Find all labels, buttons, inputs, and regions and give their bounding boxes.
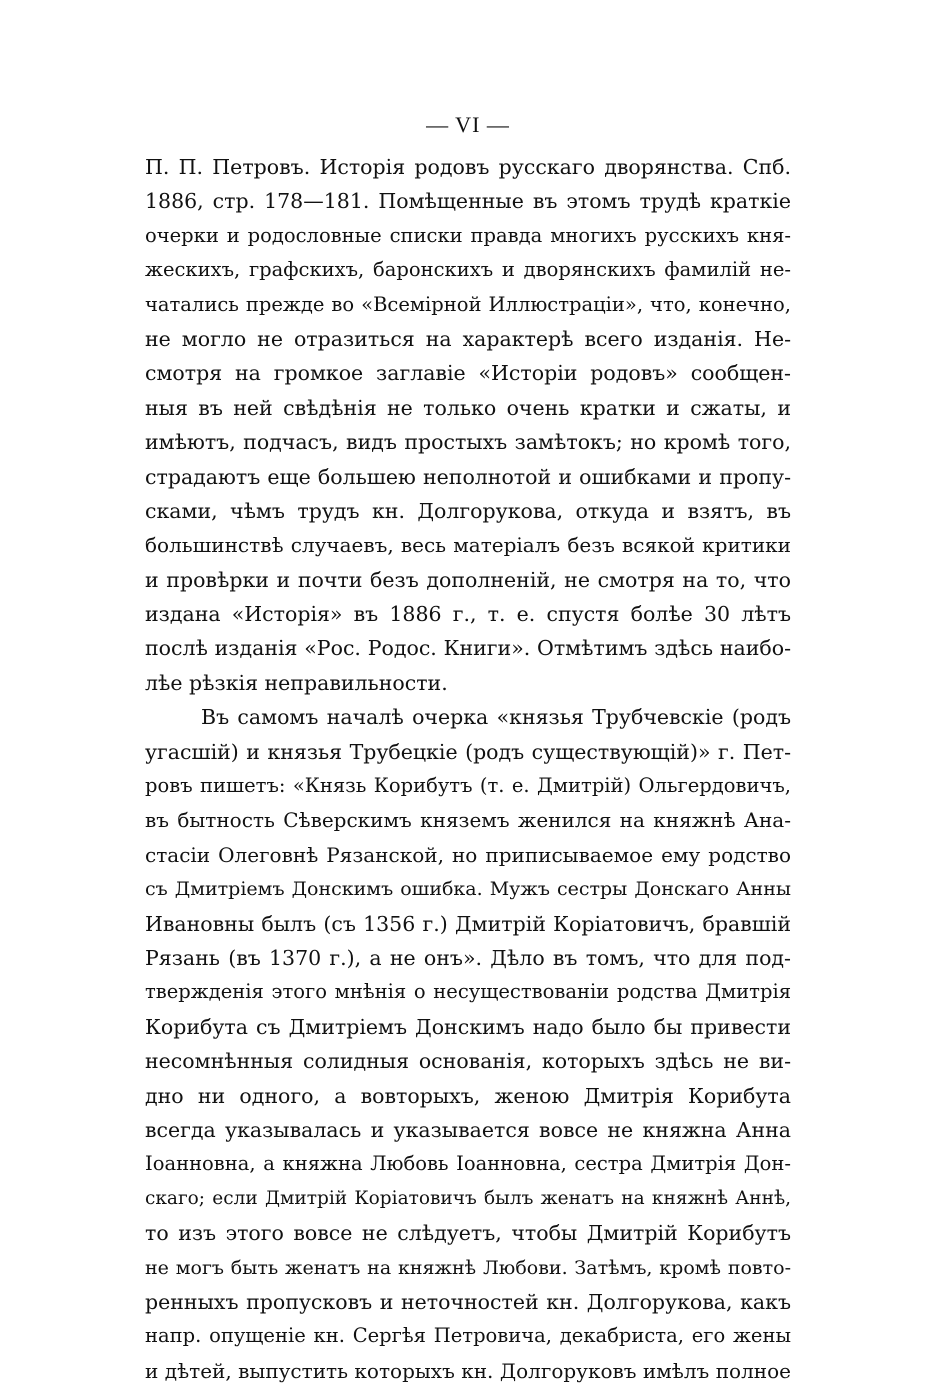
text-line: твержденія этого мнѣнія о несуществованіи родства Дмитрія [145, 980, 791, 1004]
text-line: то изъ этого вовсе не слѣдуетъ, чтобы Дмитрій Корибутъ [145, 1221, 791, 1246]
text-line: очерки и родословные списки правда многихъ русскихъ кня- [145, 223, 791, 247]
text-line: издана «Исторія» въ 1886 г., т. е. спустя болѣе 30 лѣтъ [145, 602, 791, 627]
body-text [145, 150, 791, 1388]
text-line: напр. опущеніе кн. Сергѣя Петровича, декабриста, его жены [145, 1324, 791, 1348]
text-line: Корибута съ Дмитріемъ Донскимъ надо было бы привести [145, 1014, 791, 1039]
text-line: чатались прежде во «Всемірной Иллюстраціи», что, конечно, [145, 292, 791, 316]
text-line: 1886, стр. 178—181. Помѣщенные въ этомъ трудѣ краткіе [145, 189, 791, 214]
text-line: дно ни одного, а вовторыхъ, женою Дмитрія Корибута [145, 1083, 791, 1108]
text-line: ровъ пишетъ: «Князь Корибутъ (т. е. Дмитрій) Ольгердовичъ, [145, 774, 791, 798]
text-line: Рязань (въ 1370 г.), а не онъ». Дѣло въ томъ, что для под- [145, 945, 791, 970]
text-line: ренныхъ пропусковъ и неточностей кн. Долгорукова, какъ [145, 1289, 791, 1314]
text-line: имѣютъ, подчасъ, видъ простыхъ замѣтокъ; но кромѣ того, [145, 430, 791, 455]
page-number: — VI — [426, 112, 510, 137]
text-line: большинствѣ случаевъ, весь матеріалъ безъ всякой критики [145, 533, 791, 558]
text-line: стасіи Олеговнѣ Рязанской, но приписываемое ему родство [145, 842, 791, 867]
text-line: всегда указывалась и указывается вовсе не княжна Анна [145, 1117, 791, 1142]
text-line: и дѣтей, выпустить которыхъ кн. Долгоруковъ имѣлъ полное [145, 1358, 791, 1383]
text-line: Іоанновна, а княжна Любовь Іоанновна, сестра Дмитрія Дон- [145, 1152, 791, 1176]
text-line: не могло не отразиться на характерѣ всего изданія. Не- [145, 326, 791, 351]
text-line: не могъ быть женатъ на княжнѣ Любови. Затѣмъ, кромѣ повто- [145, 1256, 791, 1279]
text-line: и провѣрки и почти безъ дополненій, не смотря на то, что [145, 567, 791, 592]
text-line: П. П. Петровъ. Исторія родовъ русскаго дворянства. Спб. [145, 155, 791, 179]
text-line: страдаютъ еще большею неполнотой и ошибками и пропу- [145, 464, 791, 489]
text-line: Ивановны былъ (съ 1356 г.) Дмитрій Коріатовичъ, бравшій [145, 911, 791, 936]
text-line: лѣе рѣзкія неправильности. [145, 670, 448, 695]
text-line: жескихъ, графскихъ, баронскихъ и дворянскихъ фамилій не- [145, 258, 791, 282]
text-line: въ бытность Сѣверскимъ княземъ женился на княжнѣ Ана- [145, 808, 791, 833]
text-line: несомнѣнныя солидныя основанія, которыхъ здѣсь не ви- [145, 1049, 791, 1074]
text-line: съ Дмитріемъ Донскимъ ошибка. Мужъ сестры Донскаго Анны [145, 878, 791, 901]
text-line: сками, чѣмъ трудъ кн. Долгорукова, откуда и взятъ, въ [145, 498, 791, 523]
text-line: послѣ изданія «Рос. Родос. Книги». Отмѣтимъ здѣсь наибо- [145, 636, 791, 661]
text-line: ныя въ ней свѣдѣнія не только очень кратки и сжаты, и [145, 395, 791, 420]
text-line: Въ самомъ началѣ очерка «князья Трубчевскіе (родъ [201, 705, 791, 730]
text-line: смотря на громкое заглавіе «Исторіи родовъ» сообщен- [145, 361, 791, 386]
text-line: скаго; если Дмитрій Коріатовичъ былъ женатъ на княжнѣ Аннѣ, [145, 1187, 791, 1209]
text-line: угасшій) и князья Трубецкіе (родъ существующій)» г. Пет- [145, 739, 791, 764]
